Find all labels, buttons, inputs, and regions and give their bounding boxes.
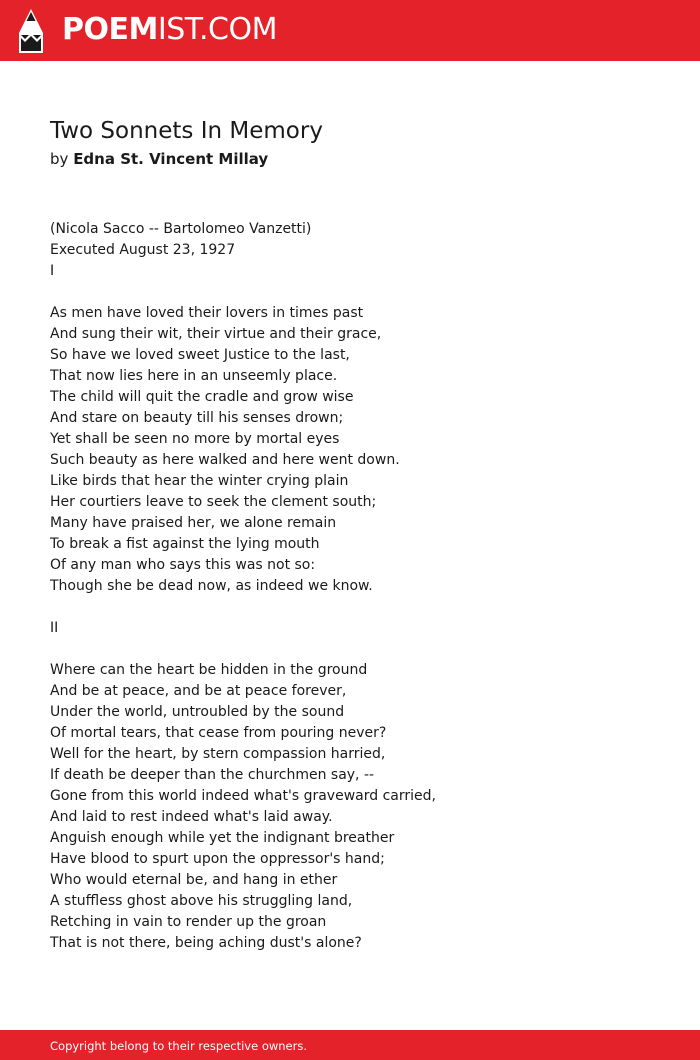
poem-line [50,282,436,303]
poem-line: That is not there, being aching dust's alone? [50,935,362,951]
poem-line: Where can the heart be hidden in the ground [50,662,368,678]
author-name: Edna St. Vincent Millay [73,150,269,168]
poem-line: To break a fist against the lying mouth [50,536,320,552]
poem-line: Well for the heart, by stern compassion harried, [50,746,386,762]
poem-line: Such beauty as here walked and here went down. [50,452,400,468]
poem-line: Under the world, untroubled by the sound [50,704,345,720]
by-label: by [50,150,69,168]
poem-line: That now lies here in an unseemly place. [50,368,338,384]
site-logo[interactable] [62,12,277,48]
byline [50,148,268,170]
poem-line: So have we loved sweet Justice to the last, [50,347,350,363]
poem-line: Of any man who says this was not so: [50,557,316,573]
poem-line: Anguish enough while yet the indignant breather [50,830,395,846]
poem-line: Many have praised her, we alone remain [50,515,337,531]
poem-line [50,639,436,660]
site-footer [0,1030,700,1060]
logo-text-light: IST.COM [157,12,277,47]
pencil-icon[interactable] [17,9,45,53]
poem-line: Her courtiers leave to seek the clement south; [50,494,377,510]
poem-title: Two Sonnets In Memory [50,118,323,144]
poem-line: And laid to rest indeed what's laid away. [50,809,333,825]
poem-line: Executed August 23, 1927 [50,242,236,258]
poem-line: Yet shall be seen no more by mortal eyes [50,431,340,447]
poem-line: (Nicola Sacco -- Bartolomeo Vanzetti) [50,221,312,237]
poem-line: Like birds that hear the winter crying plain [50,473,349,489]
copyright-text: Copyright belong to their respective owners. [50,1039,308,1053]
poem-line: Though she be dead now, as indeed we know. [50,578,373,594]
poem-line: II [50,620,59,636]
poem-line: Have blood to spurt upon the oppressor's hand; [50,851,385,867]
poem-line: And be at peace, and be at peace forever, [50,683,347,699]
poem-line: A stuffless ghost above his struggling land, [50,893,353,909]
poem-line: I [50,263,55,279]
poem-line: Gone from this world indeed what's graveward carried, [50,788,436,804]
poem-line: As men have loved their lovers in times past [50,305,364,321]
site-header [0,0,700,61]
poem-line: Of mortal tears, that cease from pouring never? [50,725,387,741]
poem-line: Retching in vain to render up the groan [50,914,327,930]
poem-line: And sung their wit, their virtue and their grace, [50,326,382,342]
poem-body [50,219,436,954]
poem-line [50,597,436,618]
poem-line: Who would eternal be, and hang in ether [50,872,338,888]
poem-line: If death be deeper than the churchmen say, -- [50,767,375,783]
poem-line: And stare on beauty till his senses drown; [50,410,344,426]
logo-text-bold: POEM [62,12,158,47]
poem-line: The child will quit the cradle and grow wise [50,389,354,405]
